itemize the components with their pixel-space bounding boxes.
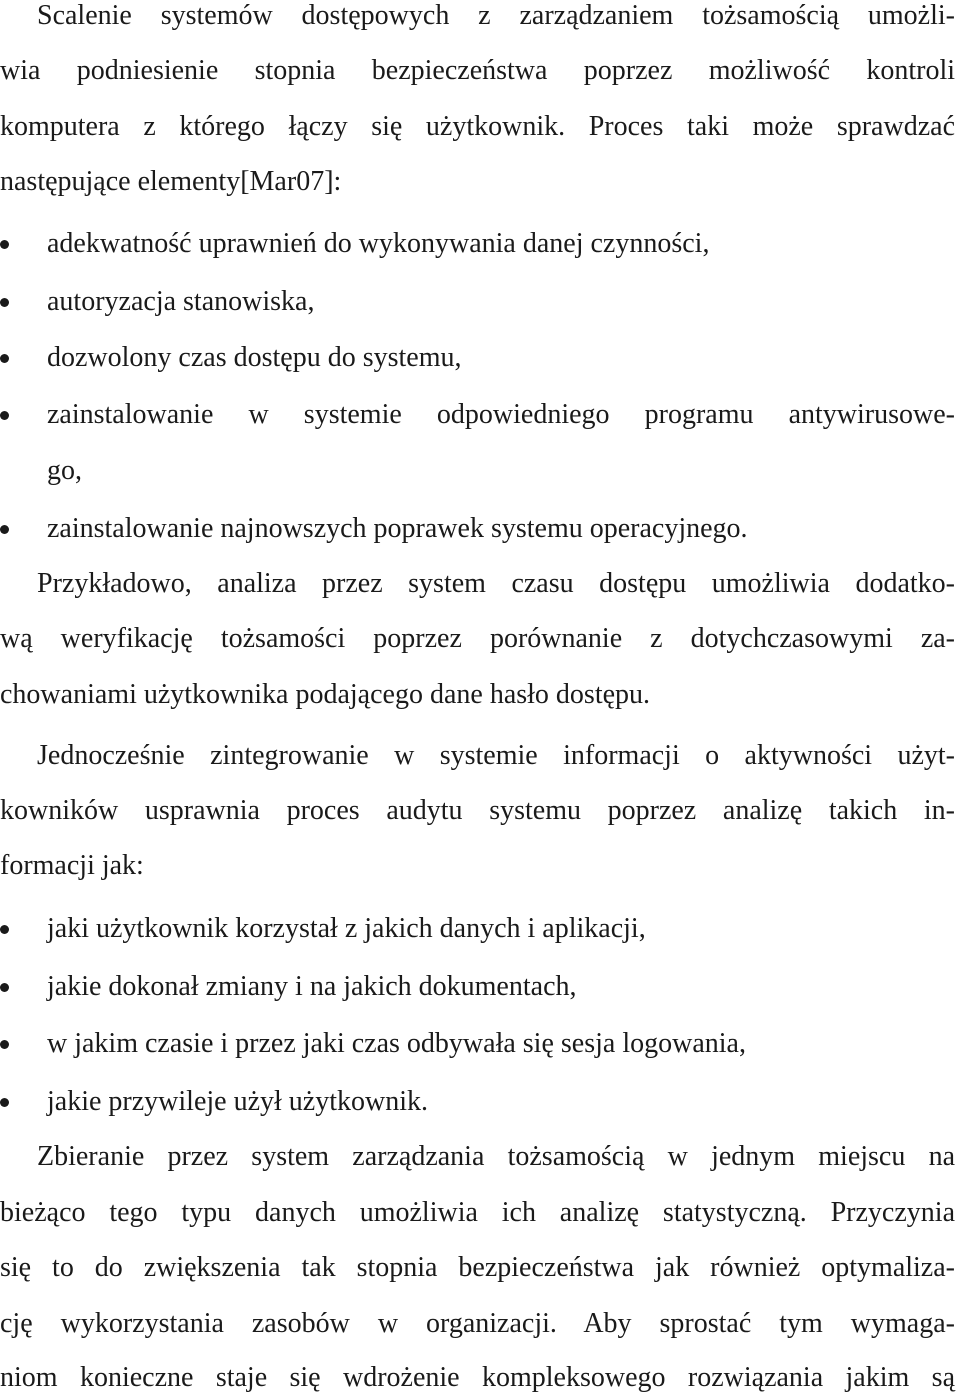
bullet-icon — [0, 983, 9, 992]
list-1-item-3: dozwolony czas dostępu do systemu, — [47, 342, 462, 373]
paragraph-1-line-4: następujące elementy[Mar07]: — [0, 166, 342, 197]
list-2-item-4: jakie przywileje użył użytkownik. — [47, 1086, 428, 1117]
bullet-icon — [0, 354, 9, 363]
list-1-item-4: zainstalowanie w systemie odpowiedniego programu antywirusowe- — [47, 399, 955, 430]
paragraph-2-line-3: chowaniami użytkownika podającego dane hasło dostępu. — [0, 679, 651, 710]
paragraph-3-line-2: kowników usprawnia proces audytu systemu poprzez analizę takich in- — [0, 795, 955, 826]
bullet-icon — [0, 925, 9, 934]
list-2-item-2: jakie dokonał zmiany i na jakich dokumentach, — [47, 971, 577, 1002]
paragraph-4-line-3: się to do zwiększenia tak stopnia bezpieczeństwa jak również optymaliza- — [0, 1252, 955, 1283]
bullet-icon — [0, 298, 9, 307]
paragraph-4-line-5: niom konieczne staje się wdrożenie kompleksowego rozwiązania jakim są — [0, 1362, 955, 1393]
bullet-icon — [0, 1040, 9, 1049]
paragraph-1-line-3: komputera z którego łączy się użytkownik. Proces taki może sprawdzać — [0, 111, 955, 142]
paragraph-1-line-1: Scalenie systemów dostępowych z zarządzaniem tożsamością umożli- — [37, 0, 955, 31]
paragraph-2-line-2: wą weryfikację tożsamości poprzez porównanie z dotychczasowymi za- — [0, 623, 955, 654]
list-1-item-5: zainstalowanie najnowszych poprawek systemu operacyjnego. — [47, 513, 748, 544]
paragraph-3-line-1: Jednocześnie zintegrowanie w systemie informacji o aktywności użyt- — [37, 740, 955, 771]
bullet-icon — [0, 411, 9, 420]
list-1-item-4-continuation: go, — [47, 455, 82, 486]
list-1-item-2: autoryzacja stanowiska, — [47, 286, 315, 317]
list-2-item-1: jaki użytkownik korzystał z jakich danych i aplikacji, — [47, 913, 646, 944]
paragraph-3-line-3: formacji jak: — [0, 850, 144, 881]
bullet-icon — [0, 525, 9, 534]
list-2-item-3: w jakim czasie i przez jaki czas odbywała się sesja logowania, — [47, 1028, 746, 1059]
paragraph-1-line-2: wia podniesienie stopnia bezpieczeństwa poprzez możliwość kontroli — [0, 55, 955, 86]
bullet-icon — [0, 240, 9, 249]
paragraph-4-line-2: bieżąco tego typu danych umożliwia ich analizę statystyczną. Przyczynia — [0, 1197, 955, 1228]
paragraph-4-line-1: Zbieranie przez system zarządzania tożsamością w jednym miejscu na — [37, 1141, 955, 1172]
bullet-icon — [0, 1098, 9, 1107]
paragraph-4-line-4: cję wykorzystania zasobów w organizacji. Aby sprostać tym wymaga- — [0, 1308, 955, 1339]
list-1-item-1: adekwatność uprawnień do wykonywania danej czynności, — [47, 228, 710, 259]
paragraph-2-line-1: Przykładowo, analiza przez system czasu dostępu umożliwia dodatko- — [37, 568, 955, 599]
